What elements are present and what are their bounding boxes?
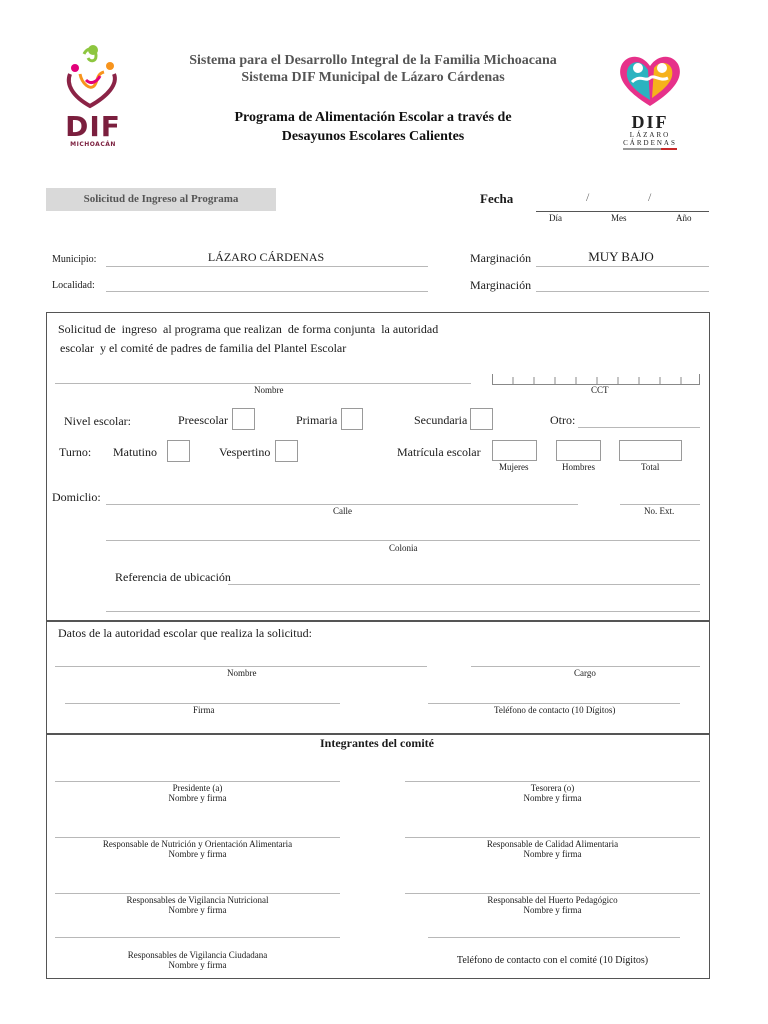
huerto-field[interactable] [405, 893, 700, 894]
fecha-sep1: / [586, 190, 590, 204]
fecha-mes: Mes [611, 213, 627, 223]
otro-field[interactable] [578, 427, 700, 428]
colonia-field[interactable] [106, 540, 700, 541]
vig-nutricional-nf: Nombre y firma [168, 905, 227, 915]
marginacion2-field[interactable] [536, 291, 709, 292]
heart-family-icon [614, 52, 686, 108]
mujeres-label: Mujeres [499, 462, 529, 472]
total-box[interactable] [619, 440, 682, 461]
marginacion1-label: Marginación [470, 251, 532, 265]
total-label: Total [641, 462, 660, 472]
vig-nutricional-field[interactable] [55, 893, 340, 894]
tel-comite-label: Teléfono de contacto con el comité (10 Dígitos) [456, 955, 649, 966]
calle-field[interactable] [106, 504, 578, 505]
calidad-label [405, 839, 700, 859]
nutricion-role: Responsable de Nutrición y Orientación Alimentaria [102, 839, 293, 849]
municipio-label: Municipio: [52, 254, 97, 265]
presidente-role: Presidente (a) [172, 783, 223, 793]
nutricion-label [40, 839, 355, 859]
dif-right-sub1: LÁZARO [629, 131, 671, 139]
fecha-label: Fecha [480, 191, 514, 206]
family-heart-icon [58, 40, 128, 110]
primaria-checkbox[interactable] [341, 408, 363, 430]
matricula-label: Matrícula escolar [397, 445, 481, 459]
autoridad-title: Datos de la autoridad escolar que realiza la solicitud: [58, 626, 312, 640]
calle-label: Calle [333, 506, 352, 516]
vig-ciudadana-role: Responsables de Vigilancia Ciudadana [127, 950, 268, 960]
autoridad-cargo-label: Cargo [574, 668, 596, 678]
fecha-sep2: / [648, 190, 652, 204]
autoridad-telefono-field[interactable] [428, 703, 680, 704]
autoridad-firma-field[interactable] [65, 703, 340, 704]
secundaria-label: Secundaria [414, 413, 468, 427]
dif-left-text: DIF [65, 110, 121, 143]
vespertino-label: Vespertino [219, 445, 271, 459]
tel-comite-field[interactable] [428, 937, 680, 938]
marginacion2-label: Marginación [470, 278, 532, 292]
nivel-label: Nivel escolar: [64, 414, 131, 428]
tesorera-role: Tesorera (o) [530, 783, 575, 793]
program-line2: Desayunos Escolares Calientes [281, 129, 465, 144]
dif-michoacan-logo [58, 40, 128, 152]
tesorera-nf: Nombre y firma [523, 793, 582, 803]
nutricion-field[interactable] [55, 837, 340, 838]
dif-right-sub2: CÁRDENAS [623, 139, 677, 147]
no-ext-field[interactable] [620, 504, 700, 505]
colonia-label: Colonia [389, 543, 418, 553]
header-line1: Sistema para el Desarrollo Integral de la Familia Michoacana [189, 53, 557, 68]
autoridad-nombre-field[interactable] [55, 666, 427, 667]
cct-ticks [492, 374, 700, 384]
no-ext-label: No. Ext. [644, 506, 675, 516]
intro-line1: Solicitud de ingreso al programa que realizan de forma conjunta la autoridad [58, 322, 439, 336]
huerto-nf: Nombre y firma [523, 905, 582, 915]
primaria-label: Primaria [296, 413, 338, 427]
localidad-label: Localidad: [52, 280, 95, 291]
solicitud-title-bar [46, 188, 276, 211]
dif-lazaro-logo [614, 52, 686, 147]
fecha-dia: Día [549, 213, 562, 223]
vespertino-checkbox[interactable] [275, 440, 298, 462]
autoridad-cargo-field[interactable] [471, 666, 700, 667]
autoridad-telefono-label: Teléfono de contacto (10 Dígitos) [494, 705, 616, 715]
calidad-nf: Nombre y firma [523, 849, 582, 859]
marginacion1-value: MUY BAJO [588, 249, 654, 264]
vig-ciudadana-nf: Nombre y firma [168, 960, 227, 970]
referencia-field[interactable] [228, 584, 700, 585]
matutino-label: Matutino [113, 445, 157, 459]
header-line2: Sistema DIF Municipal de Lázaro Cárdenas [241, 70, 505, 85]
mujeres-box[interactable] [492, 440, 537, 461]
cct-label: CCT [591, 385, 609, 395]
program-line1: Programa de Alimentación Escolar a través de [234, 110, 512, 125]
preescolar-label: Preescolar [178, 413, 228, 427]
vig-nutricional-label [55, 895, 340, 915]
intro-line2: escolar y el comité de padres de familia del Plantel Escolar [60, 341, 347, 355]
autoridad-firma-label: Firma [193, 705, 215, 715]
referencia-field-2[interactable] [106, 611, 700, 612]
comite-title: Integrantes del comité [320, 736, 434, 750]
hombres-label: Hombres [562, 462, 595, 472]
matutino-checkbox[interactable] [167, 440, 190, 462]
municipio-value: LÁZARO CÁRDENAS [207, 250, 325, 264]
tesorera-label [405, 783, 700, 803]
calidad-field[interactable] [405, 837, 700, 838]
nombre-label: Nombre [254, 385, 284, 395]
huerto-role: Responsable del Huerto Pedagógico [487, 895, 618, 905]
turno-label: Turno: [59, 445, 92, 459]
domicilio-label: Domiclio: [52, 490, 101, 504]
preescolar-checkbox[interactable] [232, 408, 255, 430]
solicitud-title: Solicitud de Ingreso al Programa [83, 193, 239, 205]
hombres-box[interactable] [556, 440, 601, 461]
secundaria-checkbox[interactable] [470, 408, 493, 430]
dif-left-sub: MICHOACÁN [70, 141, 116, 148]
autoridad-nombre-label: Nombre [227, 668, 257, 678]
dif-right-text: DIF [631, 112, 669, 132]
nombre-plantel-field[interactable] [55, 383, 471, 384]
referencia-label: Referencia de ubicación [115, 570, 231, 584]
vig-ciudadana-field[interactable] [55, 937, 340, 938]
presidente-label [55, 783, 340, 803]
huerto-label [405, 895, 700, 915]
fecha-anio: Año [676, 213, 692, 223]
fecha-line[interactable] [536, 211, 709, 212]
calidad-role: Responsable de Calidad Alimentaria [486, 839, 619, 849]
tesorera-field[interactable] [405, 781, 700, 782]
otro-label: Otro: [550, 413, 576, 427]
cct-field[interactable] [492, 374, 700, 385]
localidad-field[interactable] [106, 291, 428, 292]
vig-nutricional-role: Responsables de Vigilancia Nutricional [126, 895, 269, 905]
vig-ciudadana-label [55, 950, 340, 970]
nutricion-nf: Nombre y firma [168, 849, 227, 859]
municipio-field[interactable] [106, 266, 428, 267]
marginacion1-field[interactable] [536, 266, 709, 267]
presidente-nf: Nombre y firma [168, 793, 227, 803]
presidente-field[interactable] [55, 781, 340, 782]
